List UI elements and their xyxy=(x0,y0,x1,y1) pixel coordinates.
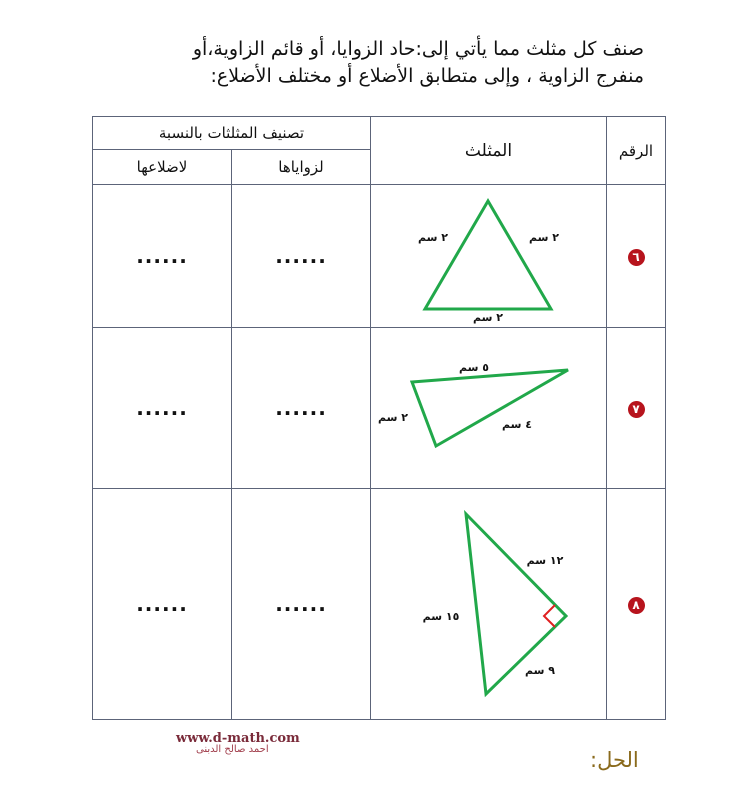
angles-answer-blank[interactable]: ...... xyxy=(232,489,371,720)
equilateral-triangle-figure xyxy=(389,191,589,324)
triangle-cell xyxy=(371,185,607,327)
right-angle-mark xyxy=(544,605,555,627)
obtuse-triangle-figure xyxy=(379,353,599,463)
row-number-badge: ٨ xyxy=(628,597,645,614)
side-label: ١٥ سم xyxy=(422,610,459,624)
author-credit: احمد صالح الدبنى xyxy=(196,744,269,755)
header-classification: تصنيف المثلثات بالنسبة xyxy=(93,117,371,150)
side-label: ٢ سم xyxy=(377,410,408,424)
side-label: ٥ سم xyxy=(458,360,489,374)
solution-label: الحل: xyxy=(590,748,639,772)
sides-answer-blank[interactable]: ...... xyxy=(93,185,232,327)
side-label: ١٢ سم xyxy=(526,554,563,568)
header-number: الرقم xyxy=(607,117,666,185)
triangle-shape xyxy=(412,370,568,446)
angles-answer-blank[interactable]: ...... xyxy=(232,185,371,327)
header-by-sides: لاضلاعها xyxy=(93,150,232,185)
site-watermark: www.d-math.com xyxy=(176,731,300,746)
table-row xyxy=(93,185,666,327)
row-number-badge: ٦ xyxy=(628,249,645,266)
header-by-angles: لزواياها xyxy=(232,150,371,185)
instruction-line-1: صنف كل مثلث مما يأتي إلى:حاد الزوايا، أو قائم الزاوية،أو xyxy=(192,38,644,60)
triangle-shape xyxy=(425,201,551,309)
side-label: ٩ سم xyxy=(524,664,555,678)
side-label: ٤ سم xyxy=(501,417,532,431)
side-label: ٢ سم xyxy=(528,230,559,244)
instruction-line-2: منفرج الزاوية ، وإلى متطابق الأضلاع أو مختلف الأضلاع: xyxy=(210,65,644,87)
sides-answer-blank[interactable]: ...... xyxy=(93,489,232,720)
table-row xyxy=(93,489,666,720)
triangle-cell xyxy=(371,489,607,720)
header-triangle: المثلث xyxy=(371,117,607,185)
table-row xyxy=(93,327,666,489)
classification-table xyxy=(92,116,666,720)
angles-answer-blank[interactable]: ...... xyxy=(232,327,371,489)
row-number-badge: ٧ xyxy=(628,401,645,418)
right-triangle-figure xyxy=(389,504,589,704)
side-label: ٢ سم xyxy=(472,310,503,324)
side-label: ٢ سم xyxy=(417,230,448,244)
sides-answer-blank[interactable]: ...... xyxy=(93,327,232,489)
triangle-cell xyxy=(371,327,607,489)
instructions xyxy=(84,36,644,90)
